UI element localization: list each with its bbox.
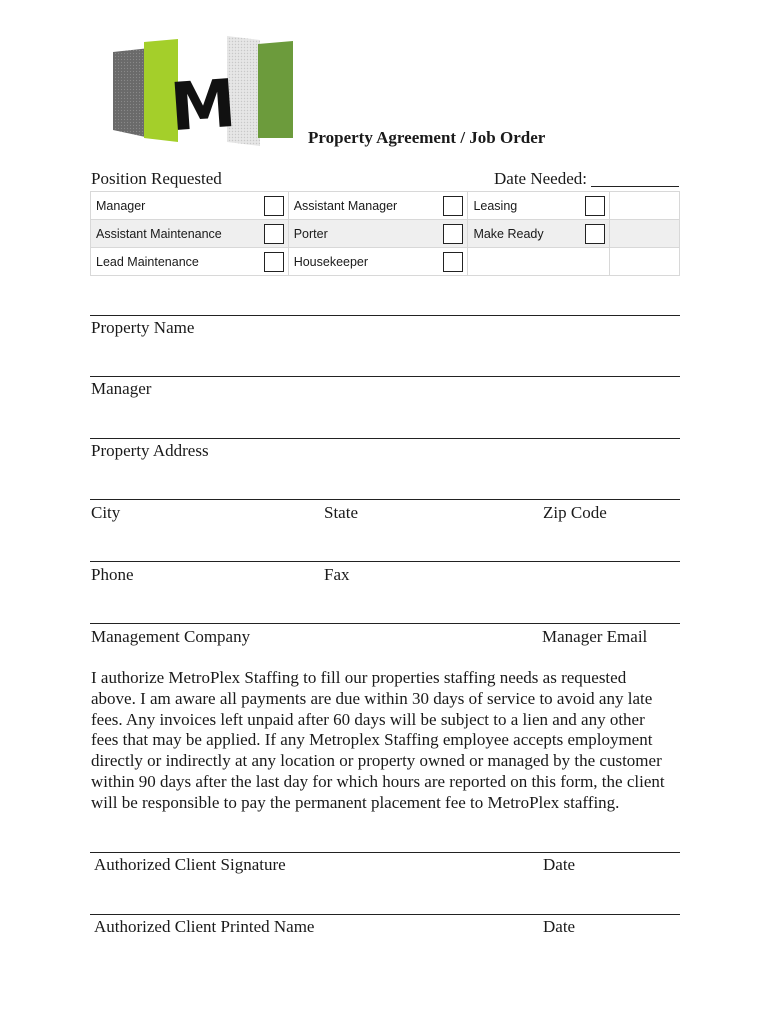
checkbox-manager[interactable] (264, 196, 284, 216)
zip-code-label: Zip Code (543, 503, 607, 522)
logo-panel-green (258, 41, 293, 138)
authorization-paragraph: I authorize MetroPlex Staffing to fill our properties staffing needs as requested above. I am aware all payments are due within 30 days of service to avoid any late fees. Any invoices left unpaid after 60 days will be subject to a lien and any other fees that may be applied. If any Metroplex Staffing employee accepts employment directly or indirectly at any location or property owned or managed by the customer within 90 days after the last day for which hours are reported on this form, the client will be responsible to pay the permanent placement fee to MetroPlex staffing. (91, 668, 665, 812)
fax-label: Fax (324, 565, 350, 584)
position-row (91, 220, 680, 248)
manager-line[interactable] (90, 376, 680, 377)
printed-name-label: Authorized Client Printed Name (94, 917, 315, 936)
date-needed-field[interactable] (591, 186, 679, 187)
printed-name-line[interactable] (90, 914, 680, 915)
checkbox-assistant-manager[interactable] (443, 196, 463, 216)
empty-cell (468, 248, 610, 276)
phone-fax-line[interactable] (90, 561, 680, 562)
manager-label: Manager (91, 379, 152, 398)
position-row (91, 192, 680, 220)
position-label-housekeeper: Housekeeper (293, 254, 369, 269)
property-address-line[interactable] (90, 438, 680, 439)
position-label-make-ready: Make Ready (473, 226, 544, 241)
position-table (90, 191, 680, 276)
position-label-leasing: Leasing (473, 198, 518, 213)
city-state-zip-line[interactable] (90, 499, 680, 500)
checkbox-lead-maintenance[interactable] (264, 252, 284, 272)
phone-label: Phone (91, 565, 134, 584)
management-company-line[interactable] (90, 623, 680, 624)
property-address-label: Property Address (91, 441, 209, 460)
document-title: Property Agreement / Job Order (308, 128, 546, 147)
position-label-porter: Porter (293, 226, 328, 241)
metroplex-logo (108, 34, 298, 146)
property-name-label: Property Name (91, 318, 195, 337)
signature-date-label: Date (543, 855, 576, 874)
signature-label: Authorized Client Signature (94, 855, 286, 874)
checkbox-housekeeper[interactable] (443, 252, 463, 272)
position-label-manager: Manager (96, 198, 146, 213)
position-requested-label: Position Requested (91, 169, 222, 188)
empty-cell (610, 220, 680, 248)
logo-letter: M (167, 64, 239, 146)
empty-cell (610, 248, 680, 276)
state-label: State (324, 503, 358, 522)
signature-line[interactable] (90, 852, 680, 853)
position-label-lead-maintenance: Lead Maintenance (96, 254, 199, 269)
management-company-label: Management Company (91, 627, 251, 646)
position-row (91, 248, 680, 276)
manager-email-label: Manager Email (542, 627, 648, 646)
checkbox-leasing[interactable] (585, 196, 605, 216)
empty-cell (610, 192, 680, 220)
date-needed-label: Date Needed: (494, 169, 587, 188)
property-name-line[interactable] (90, 315, 680, 316)
checkbox-assistant-maintenance[interactable] (264, 224, 284, 244)
city-label: City (91, 503, 121, 522)
position-label-assistant-maintenance: Assistant Maintenance (96, 226, 222, 241)
checkbox-porter[interactable] (443, 224, 463, 244)
position-label-assistant-manager: Assistant Manager (293, 198, 398, 213)
checkbox-make-ready[interactable] (585, 224, 605, 244)
printed-name-date-label: Date (543, 917, 576, 936)
